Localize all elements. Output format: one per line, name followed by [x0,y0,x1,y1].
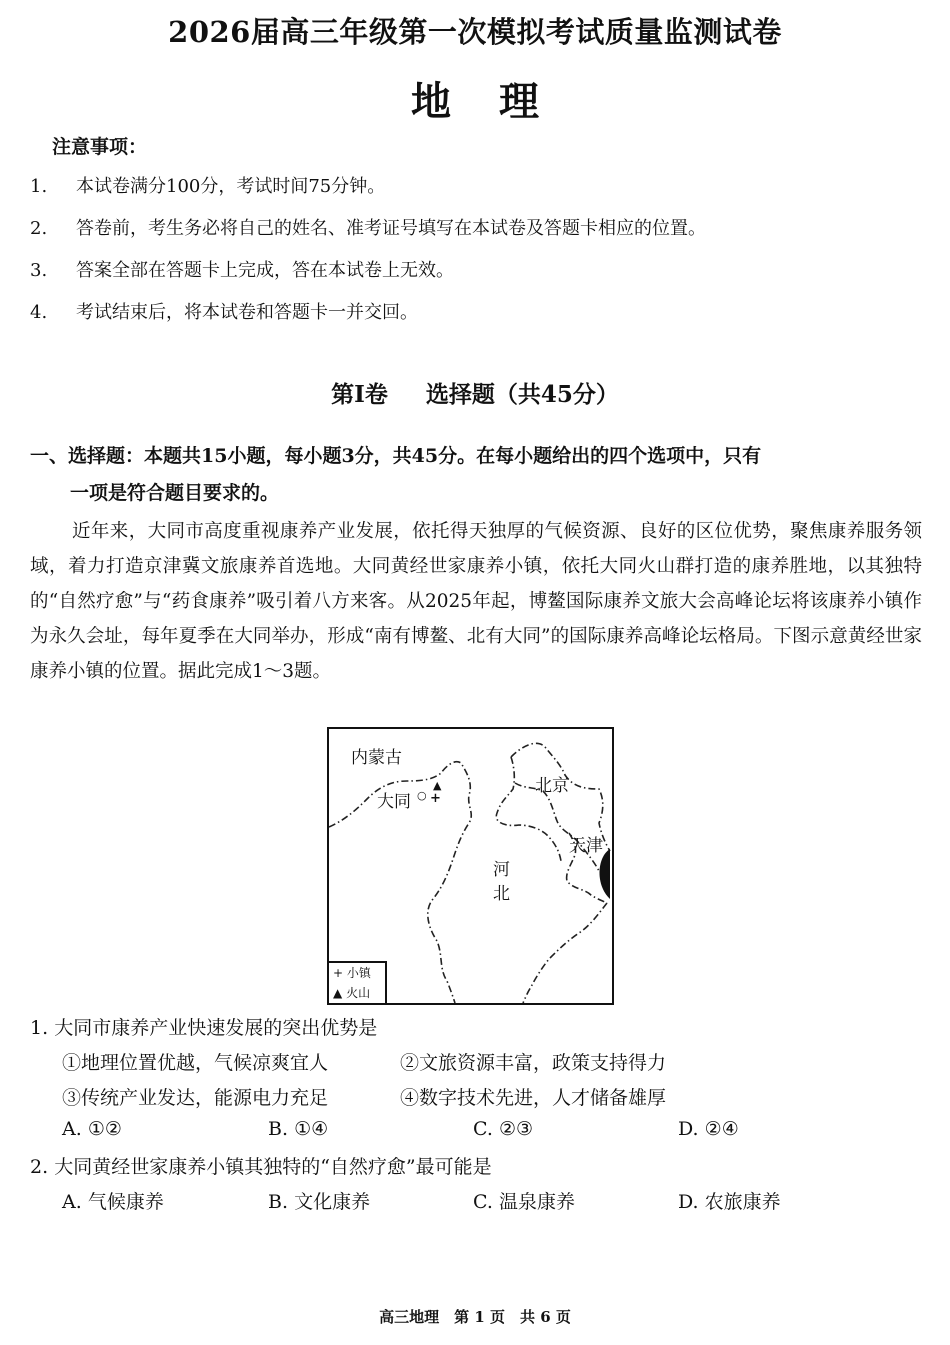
notice-item: 4. 考试结束后，将本试卷和答题卡一并交回。 [30,302,418,323]
question-1-option-d[interactable]: D. ②④ [678,1118,739,1140]
exam-title: 2026届高三年级第一次模拟考试质量监测试卷 [168,15,782,49]
question-1-option-a[interactable]: A. ①② [62,1118,122,1140]
subject-title: 地理 [411,78,587,125]
notice-item: 1. 本试卷满分100分，考试时间75分钟。 [30,176,386,197]
notice-heading: 注意事项： [52,136,148,158]
section-heading: 第Ⅰ卷 选择题（共45分） [331,381,619,408]
question-2-option-c[interactable]: C. 温泉康养 [473,1191,575,1213]
town-legend-icon: + [333,966,344,980]
map-legend: + 小镇 ▲ 火山 [329,961,387,1003]
question-1-option-b[interactable]: B. ①④ [268,1118,329,1140]
map-label-hebei-2: 北 [493,884,510,904]
question-2-option-b[interactable]: B. 文化康养 [268,1191,371,1213]
question-1-statement: ②文旅资源丰富，政策支持得力 [400,1052,667,1074]
notice-item: 2. 答卷前，考生务必将自己的姓名、准考证号填写在本试卷及答题卡相应的位置。 [30,218,706,239]
volcano-icon: ▲ [433,779,442,792]
map-label-datong: 大同 [377,792,411,812]
question-1-stem: 1. 大同市康养产业快速发展的突出优势是 [30,1017,378,1039]
map-label-beijing: 北京 [535,776,569,796]
city-dot-icon: ○ [417,789,427,802]
location-map [327,727,614,1005]
question-2-option-a[interactable]: A. 气候康养 [62,1191,164,1213]
volcano-legend-icon: ▲ [333,986,343,1000]
question-2-option-d[interactable]: D. 农旅康养 [678,1191,781,1213]
notice-item: 3. 答案全部在答题卡上完成，答在本试卷上无效。 [30,260,454,281]
question-1-statement: ③传统产业发达，能源电力充足 [62,1087,329,1109]
map-label-tianjin: 天津 [569,836,603,856]
question-2-stem: 2. 大同黄经世家康养小镇其独特的“自然疗愈”最可能是 [30,1156,492,1178]
question-1-statement: ④数字技术先进，人才储备雄厚 [400,1087,667,1109]
sea-area [599,849,610,899]
map-label-neimenggu: 内蒙古 [351,748,402,768]
page-footer: 高三地理 第 1 页 共 6 页 [379,1308,571,1326]
reading-passage: 近年来，大同市高度重视康养产业发展，依托得天独厚的气候资源、良好的区位优势，聚焦康养服务领域，着力打造京津冀文旅康养首选地。大同黄经世家康养小镇，依托大同火山群打造的康养胜地，以其独特的“自然疗愈”与“药食康养”吸引着八方来客。从2025年起，博鳌国际康养文旅大会高峰论坛将该康养小镇作为永久会址，每年夏季在大同举办，形成“南有博鳌、北有大同”的国际康养高峰论坛格局。下图示意黄经世家康养小镇的位置。据此完成1～3题。 [30,521,922,682]
question-group-intro: 一、选择题：本题共15小题，每小题3分，共45分。在每小题给出的四个选项中，只有 一项是符合题目要求的。 [30,445,762,504]
map-label-hebei-1: 河 [493,860,510,880]
question-1-option-c[interactable]: C. ②③ [473,1118,534,1140]
town-marker-icon: + [430,791,441,806]
question-1-statement: ①地理位置优越，气候凉爽宜人 [62,1052,329,1074]
